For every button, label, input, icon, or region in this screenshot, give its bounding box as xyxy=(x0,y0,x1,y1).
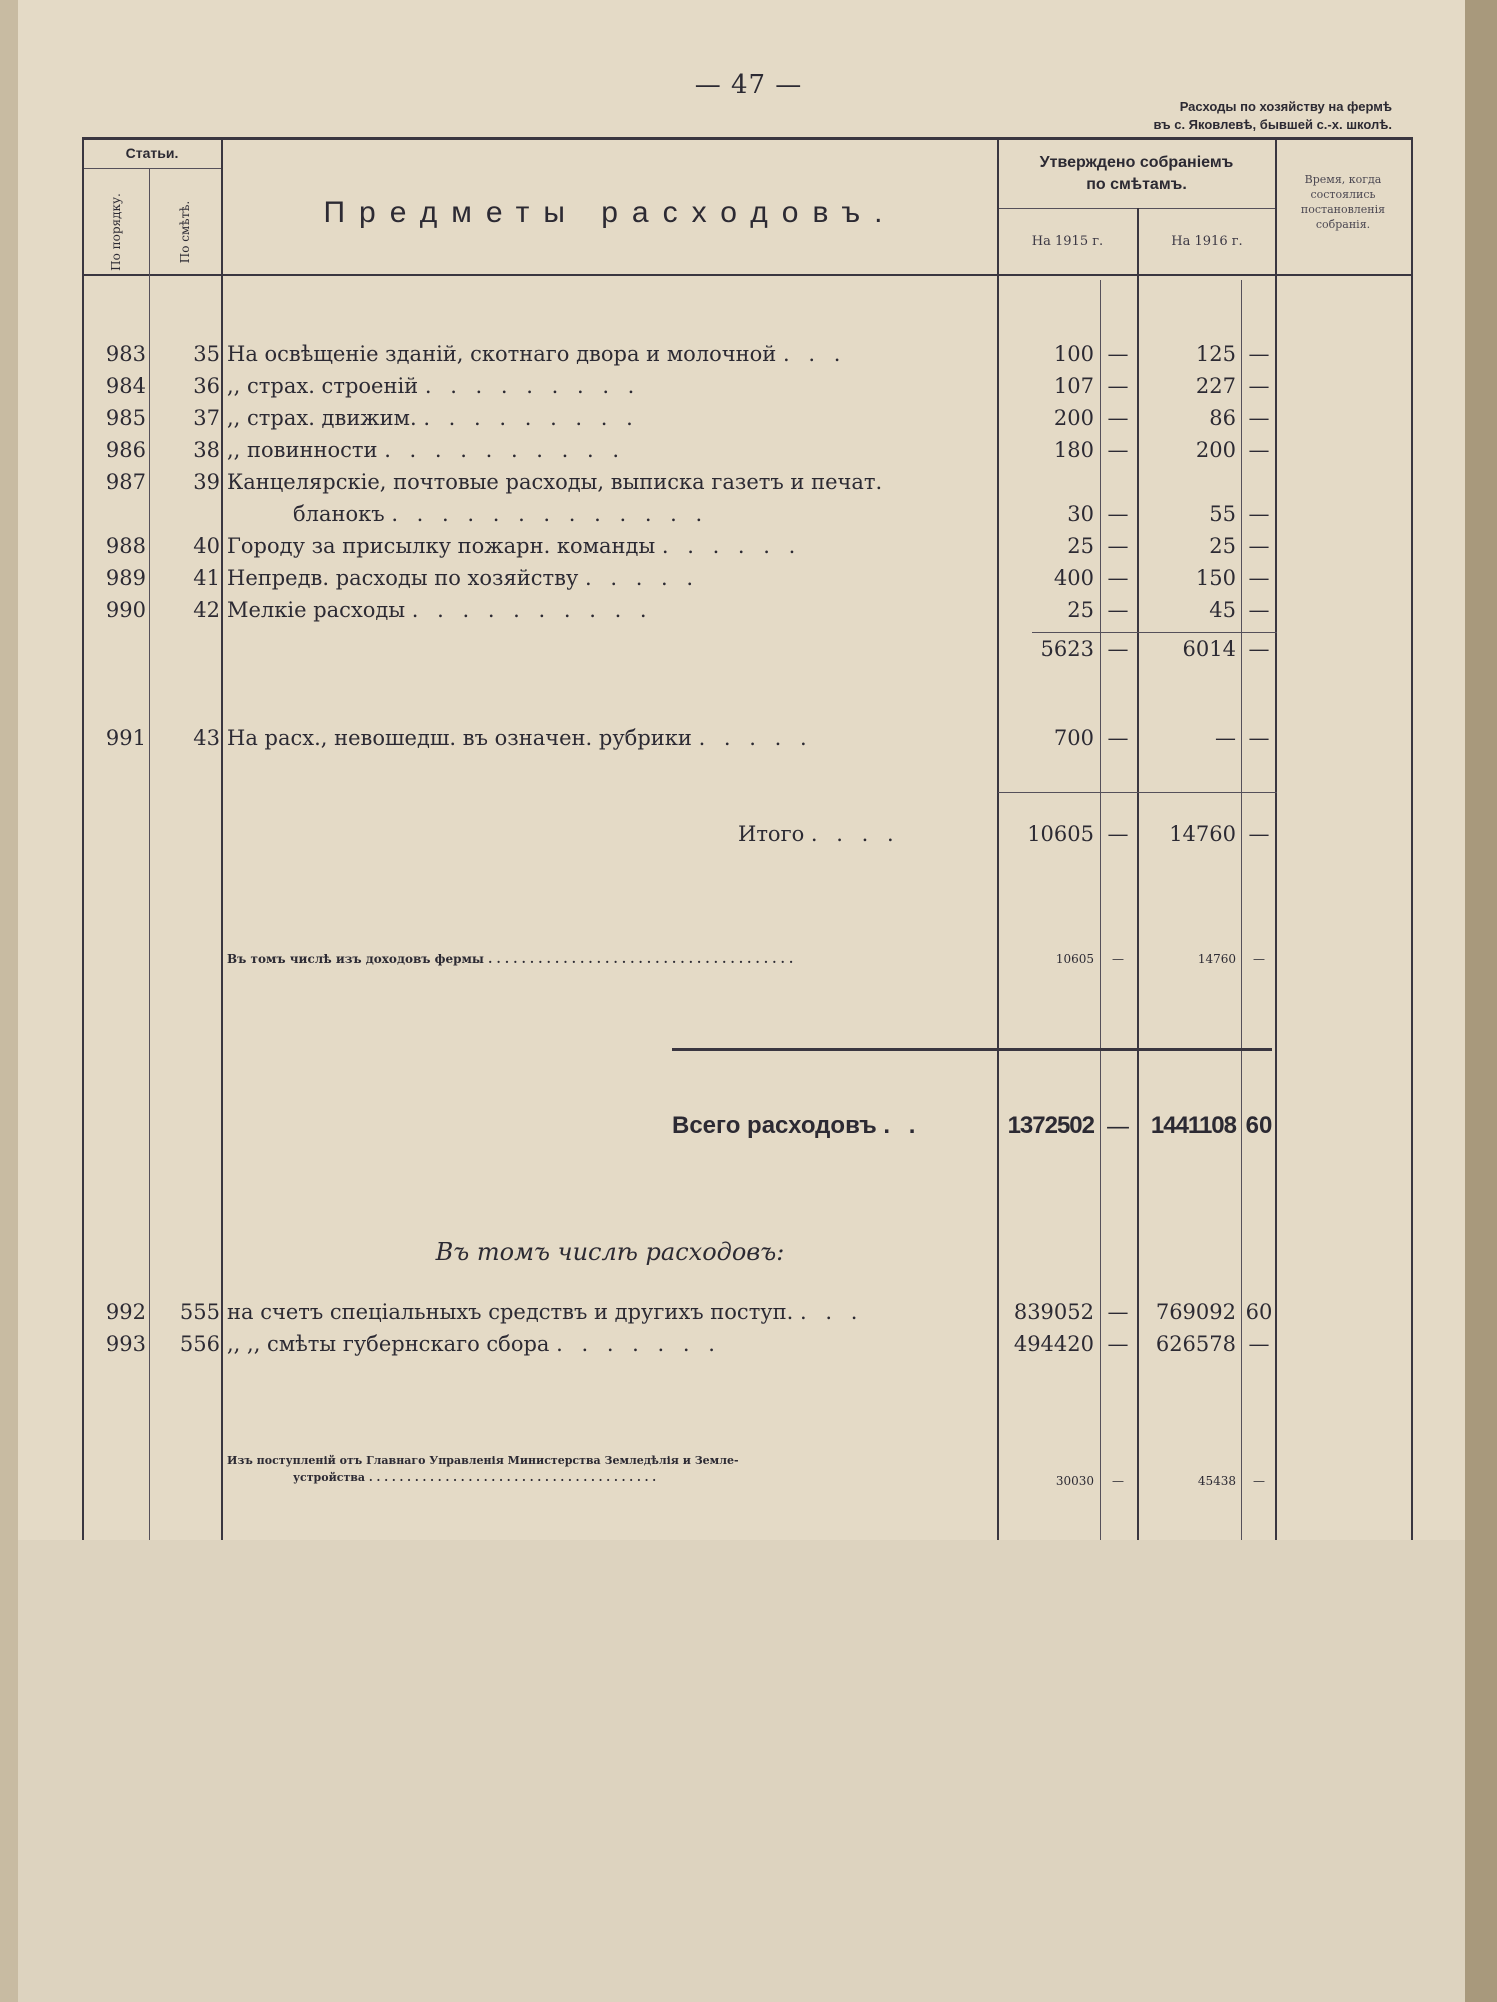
value-1916: 125 xyxy=(1195,342,1236,366)
leader-dots: . . . . . xyxy=(698,726,813,750)
year-1916-header: На 1916 г. xyxy=(1171,234,1243,249)
estimate-number: 43 xyxy=(193,726,220,750)
ministry-kopecks-1915: — xyxy=(1112,1474,1124,1488)
row-number: 989 xyxy=(105,566,146,590)
total-row xyxy=(0,1112,1497,1142)
table-row xyxy=(0,406,1497,436)
itogo-label-text: Итого xyxy=(738,822,805,846)
row-description-text: На освѣщеніе зданій, скотнаго двора и молочной xyxy=(227,342,777,366)
farm-income-1915: 10605 xyxy=(1055,952,1094,966)
kopecks-1916: — xyxy=(1248,534,1270,558)
kopecks-1915: — xyxy=(1107,534,1129,558)
row-number: 984 xyxy=(105,374,146,398)
farm-income-kopecks-1915: — xyxy=(1112,952,1124,966)
table-row xyxy=(0,534,1497,564)
row-description xyxy=(227,566,987,590)
value-1915: 494420 xyxy=(1013,1332,1094,1356)
row-description xyxy=(227,438,987,462)
value-1916: 55 xyxy=(1209,502,1236,526)
subtotal-1915: 5623 xyxy=(1040,637,1094,661)
ministry-note-line1: Изъ поступленій отъ Главнаго Управленія Министерства Земледѣлія и Земле- xyxy=(227,1454,739,1467)
value-1915: 180 xyxy=(1053,438,1094,462)
kopecks-1916: — xyxy=(1248,566,1270,590)
estimate-number: 36 xyxy=(193,374,220,398)
row-number: 992 xyxy=(105,1300,146,1324)
approved-header xyxy=(998,152,1275,196)
row-number: 991 xyxy=(105,726,146,750)
itogo-1916: 14760 xyxy=(1169,822,1236,846)
ministry-kopecks-1916: — xyxy=(1253,1474,1265,1488)
itogo-label xyxy=(738,822,900,846)
leader-dots: . . xyxy=(883,1112,922,1139)
row-description xyxy=(227,1332,987,1356)
leader-dots: . . . . . . . . . . xyxy=(384,438,626,462)
row-number: 985 xyxy=(105,406,146,430)
total-1915: 1372502 xyxy=(1007,1112,1094,1139)
kopecks-1916: — xyxy=(1248,598,1270,622)
kopecks-1915: — xyxy=(1107,566,1129,590)
itogo-row xyxy=(0,822,1497,852)
kopecks-1915: — xyxy=(1107,1332,1129,1356)
leader-dots: . . . . . . . . . . . . . . . . . . . . . . . . . . . . . . . . . . . . . xyxy=(488,952,794,966)
row-number: 987 xyxy=(105,470,146,494)
leader-dots: . . . . xyxy=(810,822,900,846)
farm-income-kopecks-1916: — xyxy=(1253,952,1265,966)
value-1915: 107 xyxy=(1053,374,1094,398)
leader-dots: . . . . . . . . . xyxy=(423,406,639,430)
row-description-text: Мелкіе расходы xyxy=(227,598,406,622)
table-row xyxy=(0,374,1497,404)
kopecks-1916: — xyxy=(1248,502,1270,526)
row-description-text: Канцелярскіе, почтовые расходы, выписка газетъ и печат. xyxy=(227,470,883,494)
articles-subrule xyxy=(82,168,222,169)
row-description xyxy=(227,342,987,366)
estimate-number: 35 xyxy=(193,342,220,366)
running-head xyxy=(1153,98,1392,134)
farm-income-row xyxy=(0,952,1497,982)
row-description-text: на счетъ спеціальныхъ средствъ и другихъ поступ. xyxy=(227,1300,794,1324)
kopecks-1915: — xyxy=(1107,726,1129,750)
total-kopecks-1916: 60 xyxy=(1245,1112,1273,1139)
row-description xyxy=(227,598,987,622)
kopecks-1916: — xyxy=(1248,438,1270,462)
value-1916: — xyxy=(1215,726,1236,750)
including-heading: Въ томъ числѣ расходовъ: xyxy=(435,1238,785,1266)
table-row xyxy=(0,342,1497,372)
table-row xyxy=(0,502,1497,532)
page-right-edge xyxy=(1465,0,1497,2002)
leader-dots: . . . . . . xyxy=(661,534,802,558)
kopecks-1916: — xyxy=(1248,342,1270,366)
kopecks-1916: — xyxy=(1248,726,1270,750)
paper-lower-area xyxy=(18,1540,1473,2002)
value-1915: 100 xyxy=(1053,342,1094,366)
leader-dots: . . . . . . . . . . . . . xyxy=(391,502,709,526)
row-number: 983 xyxy=(105,342,146,366)
farm-income-1916: 14760 xyxy=(1197,952,1236,966)
table-row xyxy=(0,1300,1497,1330)
value-1916: 769092 xyxy=(1155,1300,1236,1324)
running-head-line2: въ с. Яковлевѣ, бывшей с.-х. школѣ. xyxy=(1153,117,1392,132)
value-1916: 227 xyxy=(1195,374,1236,398)
table-top-rule xyxy=(82,137,1412,140)
estimate-number: 41 xyxy=(193,566,220,590)
table-row xyxy=(0,726,1497,756)
ministry-1915: 30030 xyxy=(1055,1474,1094,1488)
row-description-text: Непредв. расходы по хозяйству xyxy=(227,566,579,590)
itogo-1915: 10605 xyxy=(1027,822,1094,846)
itogo-kopecks-1915: — xyxy=(1107,822,1129,846)
row-description xyxy=(227,374,987,398)
farm-income-label xyxy=(227,952,987,966)
by-order-header: По порядку. xyxy=(109,193,123,271)
subtotal-kopecks-1915: — xyxy=(1107,637,1129,661)
value-1915: 700 xyxy=(1053,726,1094,750)
row-description-text: ,, повинности xyxy=(227,438,378,462)
kopecks-1915: — xyxy=(1107,342,1129,366)
leader-dots: . . . xyxy=(800,1300,864,1324)
value-1915: 200 xyxy=(1053,406,1094,430)
row-description xyxy=(227,534,987,558)
estimate-number: 556 xyxy=(179,1332,220,1356)
kopecks-1915: — xyxy=(1107,374,1129,398)
itogo-rule xyxy=(998,792,1277,793)
items-column-header: Предметы расходовъ. xyxy=(323,196,897,229)
estimate-number: 39 xyxy=(193,470,220,494)
total-1916: 1441108 xyxy=(1150,1112,1236,1139)
table-row xyxy=(0,438,1497,468)
running-head-line1: Расходы по хозяйству на фермѣ xyxy=(1179,99,1392,114)
approved-header-line1: Утверждено собраніемъ xyxy=(1039,154,1234,171)
total-label xyxy=(672,1112,921,1140)
kopecks-1916: 60 xyxy=(1245,1300,1273,1324)
kopecks-1915: — xyxy=(1107,1300,1129,1324)
row-description-text: Городу за присылку пожарн. команды xyxy=(227,534,656,558)
total-label-text: Всего расходовъ xyxy=(672,1112,877,1139)
subtotal-kopecks-1916: — xyxy=(1248,637,1270,661)
leader-dots: . . . . . . . xyxy=(556,1332,721,1356)
by-estimate-header: По смѣтѣ. xyxy=(178,200,192,264)
leader-dots: . . . . . . . . . . . . . . . . . . . . . . . . . . . . . . . . . . . . . . xyxy=(368,1471,657,1484)
ministry-note-line2-text: устройства xyxy=(293,1471,366,1484)
itogo-kopecks-1916: — xyxy=(1248,822,1270,846)
row-number: 993 xyxy=(105,1332,146,1356)
row-description xyxy=(227,470,987,494)
row-description xyxy=(227,1300,987,1324)
value-1916: 45 xyxy=(1209,598,1236,622)
row-description-text: На расх., невошедш. въ означен. рубрики xyxy=(227,726,692,750)
kopecks-1916: — xyxy=(1248,1332,1270,1356)
estimate-number: 37 xyxy=(193,406,220,430)
table-row xyxy=(0,1332,1497,1362)
ministry-1916: 45438 xyxy=(1197,1474,1236,1488)
value-1916: 200 xyxy=(1195,438,1236,462)
kopecks-1915: — xyxy=(1107,598,1129,622)
value-1916: 150 xyxy=(1195,566,1236,590)
farm-income-text: Въ томъ числѣ изъ доходовъ фермы xyxy=(227,952,484,966)
kopecks-1916: — xyxy=(1248,406,1270,430)
row-description-text: ,, страх. строеній xyxy=(227,374,419,398)
value-1915: 839052 xyxy=(1013,1300,1094,1324)
row-description-text: ,, страх. движим. xyxy=(227,406,417,430)
time-note-header: Время, когда состоялись постановленія собранія. xyxy=(1300,173,1386,231)
subtotal-row xyxy=(0,637,1497,667)
articles-header: Статьи. xyxy=(125,145,179,161)
value-1915: 30 xyxy=(1067,502,1094,526)
subtotal-1916: 6014 xyxy=(1182,637,1236,661)
value-1916: 25 xyxy=(1209,534,1236,558)
page-number: — 47 — xyxy=(694,70,803,100)
total-rule xyxy=(672,1048,1272,1051)
value-1915: 25 xyxy=(1067,534,1094,558)
estimate-number: 40 xyxy=(193,534,220,558)
value-1916: 86 xyxy=(1209,406,1236,430)
row-description xyxy=(227,726,987,750)
value-1916: 626578 xyxy=(1155,1332,1236,1356)
kopecks-1915: — xyxy=(1107,502,1129,526)
table-row xyxy=(0,566,1497,596)
approved-header-line2: по смѣтамъ. xyxy=(1086,176,1187,193)
row-number: 990 xyxy=(105,598,146,622)
leader-dots: . . . . . . . . . . xyxy=(411,598,653,622)
row-number: 986 xyxy=(105,438,146,462)
leader-dots: . . . . . . . . . xyxy=(424,374,641,398)
ministry-note-values xyxy=(0,1474,1497,1504)
row-number: 988 xyxy=(105,534,146,558)
estimate-number: 38 xyxy=(193,438,220,462)
year-1915-header: На 1915 г. xyxy=(1031,234,1104,249)
total-kopecks-1915: — xyxy=(1106,1112,1130,1140)
leader-dots: . . . xyxy=(783,342,847,366)
estimate-number: 555 xyxy=(179,1300,220,1324)
table-row xyxy=(0,598,1497,628)
row-description xyxy=(227,406,987,430)
header-bottom-rule xyxy=(82,274,1412,276)
kopecks-1915: — xyxy=(1107,406,1129,430)
table-row xyxy=(0,470,1497,500)
row-description-text: бланокъ xyxy=(293,502,385,526)
row-description xyxy=(227,502,1053,526)
row-description-text: ,, ,, смѣты губернскаго сбора xyxy=(227,1332,550,1356)
subtotal-rule xyxy=(1032,632,1277,633)
value-1915: 400 xyxy=(1053,566,1094,590)
value-1915: 25 xyxy=(1067,598,1094,622)
leader-dots: . . . . . xyxy=(585,566,700,590)
kopecks-1915: — xyxy=(1107,438,1129,462)
estimate-number: 42 xyxy=(193,598,220,622)
kopecks-1916: — xyxy=(1248,374,1270,398)
